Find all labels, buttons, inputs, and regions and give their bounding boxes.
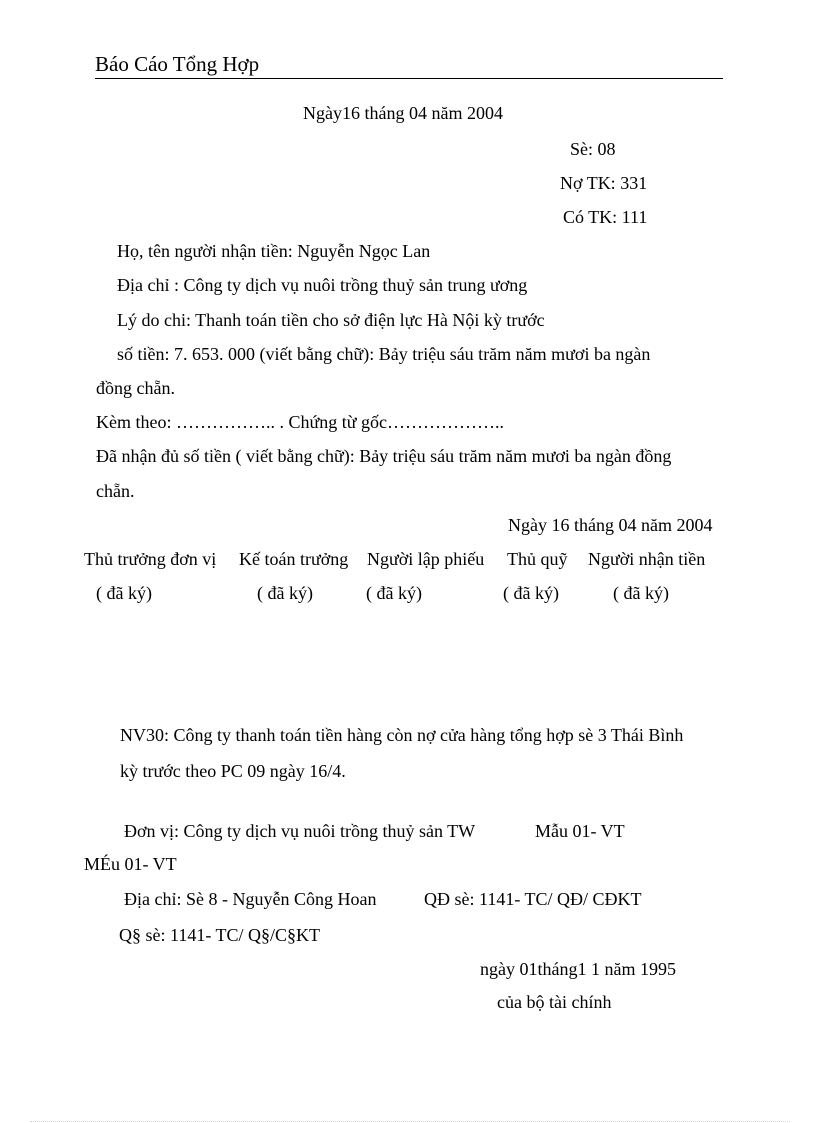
form-decision-date: ngày 01tháng1 1 năm 1995 [480, 959, 676, 979]
credit-account: Có TK: 111 [563, 207, 648, 227]
form-number-garbled: MÉu 01- VT [84, 854, 177, 874]
form-issuer: của bộ tài chính [497, 992, 612, 1012]
signature-status: ( đã ký) [257, 583, 313, 603]
payment-reason: Lý do chi: Thanh toán tiền cho sở điện lực Hà Nội kỳ trước [117, 310, 545, 330]
received-line-cont: chẵn. [96, 481, 135, 501]
form-unit: Đơn vị: Công ty dịch vụ nuôi trồng thuỷ sản TW [124, 821, 476, 841]
signature-status: ( đã ký) [96, 583, 152, 603]
signature-status: ( đã ký) [503, 583, 559, 603]
signature-date: Ngày 16 tháng 04 năm 2004 [508, 515, 713, 535]
recipient-address: Địa chỉ : Công ty dịch vụ nuôi trồng thuỷ sản trung ương [117, 275, 528, 295]
signature-role: Thủ trưởng đơn vị [84, 549, 217, 569]
page-bottom-divider [30, 1121, 790, 1122]
amount-line: số tiền: 7. 653. 000 (viết bằng chữ): Bảy triệu sáu trăm năm mươi ba ngàn [117, 344, 651, 364]
header-rule [95, 78, 723, 79]
received-line: Đã nhận đủ số tiền ( viết bằng chữ): Bảy triệu sáu trăm năm mươi ba ngàn đồng [96, 446, 672, 466]
amount-line-cont: đồng chẵn. [96, 378, 175, 398]
signature-status: ( đã ký) [366, 583, 422, 603]
report-title: Báo Cáo Tổng Hợp [95, 52, 260, 76]
signature-role: Người lập phiếu [367, 549, 485, 569]
voucher-date: Ngày16 tháng 04 năm 2004 [303, 103, 503, 123]
attachments-line: Kèm theo: …………….. . Chứng từ gốc……………….. [96, 412, 504, 432]
signature-role: Người nhận tiền [588, 549, 706, 569]
form-address: Địa chỉ: Sè 8 - Nguyễn Công Hoan [124, 889, 377, 909]
recipient-name: Họ, tên người nhận tiền: Nguyễn Ngọc Lan [117, 241, 431, 261]
signature-role: Thủ quỹ [507, 549, 568, 569]
voucher-number: Sè: 08 [570, 139, 616, 159]
signature-role: Kế toán trưởng [239, 549, 349, 569]
form-decision: QĐ sè: 1141- TC/ QĐ/ CĐKT [424, 889, 642, 909]
signature-status: ( đã ký) [613, 583, 669, 603]
transaction-line-1: NV30: Công ty thanh toán tiền hàng còn nợ cửa hàng tổng hợp sè 3 Thái Bình [120, 725, 684, 745]
form-number: Mẫu 01- VT [535, 821, 625, 841]
form-decision-garbled: Q§ sè: 1141- TC/ Q§/C§KT [119, 925, 320, 945]
debit-account: Nợ TK: 331 [560, 173, 648, 193]
transaction-line-2: kỳ trước theo PC 09 ngày 16/4. [120, 761, 346, 781]
